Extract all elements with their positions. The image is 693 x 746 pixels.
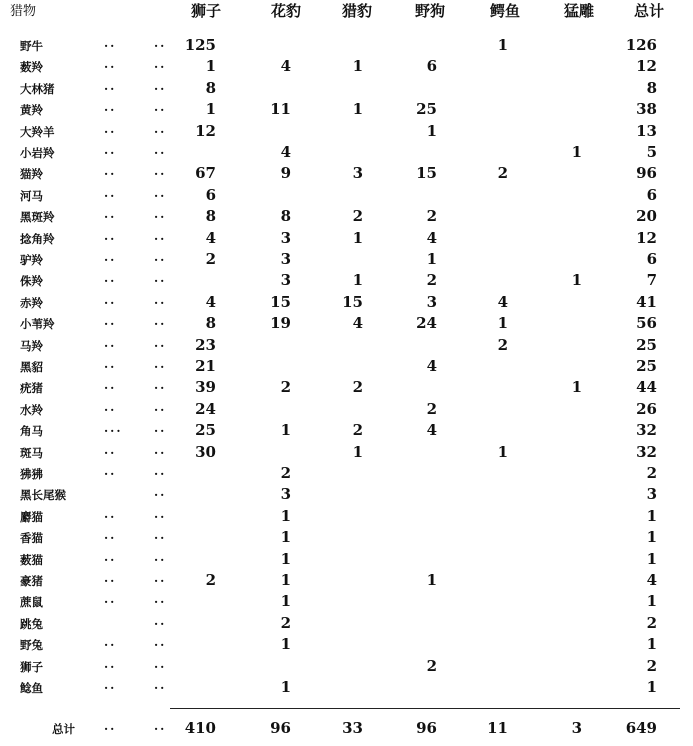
count-cell: 2 bbox=[352, 421, 363, 439]
count-cell: 8 bbox=[205, 314, 216, 332]
count-cell: 1 bbox=[205, 100, 216, 118]
count-cell: 2 bbox=[280, 614, 291, 632]
count-cell: 3 bbox=[571, 719, 582, 737]
count-cell: 410 bbox=[184, 719, 216, 737]
count-cell: 21 bbox=[195, 357, 216, 375]
prey-name: 疣猪 bbox=[20, 381, 43, 395]
prey-name: 总计 bbox=[52, 722, 75, 736]
count-cell: 25 bbox=[416, 100, 437, 118]
count-cell: 4 bbox=[497, 293, 508, 311]
header-lion: 狮子 bbox=[190, 2, 222, 20]
header-cheetah: 猎豹 bbox=[341, 2, 373, 20]
count-cell: 1 bbox=[646, 507, 657, 525]
prey-name: 野兔 bbox=[20, 638, 43, 652]
count-cell: 25 bbox=[195, 421, 216, 439]
count-cell: 1 bbox=[646, 550, 657, 568]
count-cell: 3 bbox=[426, 293, 437, 311]
count-cell: 15 bbox=[342, 293, 363, 311]
count-cell: 649 bbox=[625, 719, 657, 737]
header-total: 总计 bbox=[633, 2, 665, 20]
table-row bbox=[0, 571, 693, 591]
count-cell: 4 bbox=[205, 293, 216, 311]
leader-dots: .. bbox=[104, 719, 117, 733]
table-row bbox=[0, 271, 693, 291]
count-cell: 41 bbox=[636, 293, 657, 311]
leader-dots: .. bbox=[104, 678, 117, 692]
count-cell: 26 bbox=[636, 400, 657, 418]
leader-dots: .. bbox=[104, 122, 117, 136]
table-row bbox=[0, 357, 693, 377]
leader-dots: .. bbox=[104, 100, 117, 114]
table-row bbox=[0, 100, 693, 120]
table-row bbox=[0, 421, 693, 441]
count-cell: 1 bbox=[497, 314, 508, 332]
leader-dots: .. bbox=[154, 528, 167, 542]
leader-dots: .. bbox=[104, 592, 117, 606]
prey-name: 大林猪 bbox=[20, 82, 55, 96]
prey-name: 麝猫 bbox=[20, 510, 43, 524]
leader-dots: .. bbox=[104, 443, 117, 457]
header-eagle: 猛雕 bbox=[563, 2, 595, 20]
count-cell: 2 bbox=[352, 378, 363, 396]
leader-dots: .. bbox=[154, 186, 167, 200]
leader-dots: .. bbox=[154, 657, 167, 671]
leader-dots: ... bbox=[104, 421, 123, 435]
prey-name: 黄羚 bbox=[20, 103, 43, 117]
table-row bbox=[0, 464, 693, 484]
leader-dots: .. bbox=[104, 657, 117, 671]
count-cell: 38 bbox=[636, 100, 657, 118]
count-cell: 1 bbox=[571, 378, 582, 396]
table-row bbox=[0, 485, 693, 505]
count-cell: 1 bbox=[352, 271, 363, 289]
count-cell: 126 bbox=[625, 36, 657, 54]
count-cell: 1 bbox=[571, 271, 582, 289]
prey-name: 马羚 bbox=[20, 339, 43, 353]
count-cell: 1 bbox=[280, 592, 291, 610]
count-cell: 15 bbox=[270, 293, 291, 311]
count-cell: 19 bbox=[270, 314, 291, 332]
count-cell: 1 bbox=[280, 635, 291, 653]
count-cell: 3 bbox=[646, 485, 657, 503]
count-cell: 2 bbox=[426, 657, 437, 675]
count-cell: 6 bbox=[646, 250, 657, 268]
leader-dots: .. bbox=[154, 122, 167, 136]
prey-name: 角马 bbox=[20, 424, 43, 438]
leader-dots: .. bbox=[104, 57, 117, 71]
prey-name: 黑斑羚 bbox=[20, 210, 55, 224]
table-row bbox=[0, 207, 693, 227]
leader-dots: .. bbox=[104, 507, 117, 521]
count-cell: 2 bbox=[280, 464, 291, 482]
count-cell: 125 bbox=[184, 36, 216, 54]
count-cell: 12 bbox=[195, 122, 216, 140]
count-cell: 96 bbox=[636, 164, 657, 182]
leader-dots: .. bbox=[154, 378, 167, 392]
leader-dots: .. bbox=[154, 250, 167, 264]
total-divider bbox=[170, 708, 680, 709]
count-cell: 4 bbox=[352, 314, 363, 332]
count-cell: 4 bbox=[646, 571, 657, 589]
prey-name: 小苇羚 bbox=[20, 317, 55, 331]
prey-name: 河马 bbox=[20, 189, 43, 203]
leader-dots: .. bbox=[154, 100, 167, 114]
leader-dots: .. bbox=[154, 592, 167, 606]
leader-dots: .. bbox=[104, 336, 117, 350]
count-cell: 15 bbox=[416, 164, 437, 182]
leader-dots: .. bbox=[154, 293, 167, 307]
leader-dots: .. bbox=[154, 229, 167, 243]
leader-dots: .. bbox=[104, 464, 117, 478]
count-cell: 24 bbox=[416, 314, 437, 332]
count-cell: 1 bbox=[646, 528, 657, 546]
table-row bbox=[0, 293, 693, 313]
table-row bbox=[0, 336, 693, 356]
leader-dots: .. bbox=[154, 485, 167, 499]
prey-name: 狮子 bbox=[20, 660, 43, 674]
count-cell: 33 bbox=[342, 719, 363, 737]
leader-dots: .. bbox=[154, 314, 167, 328]
leader-dots: .. bbox=[154, 207, 167, 221]
count-cell: 4 bbox=[205, 229, 216, 247]
count-cell: 1 bbox=[352, 443, 363, 461]
table-row bbox=[0, 443, 693, 463]
prey-name: 黑貂 bbox=[20, 360, 43, 374]
count-cell: 32 bbox=[636, 443, 657, 461]
prey-name: 猫羚 bbox=[20, 167, 43, 181]
leader-dots: .. bbox=[154, 143, 167, 157]
count-cell: 8 bbox=[205, 79, 216, 97]
leader-dots: .. bbox=[154, 164, 167, 178]
leader-dots: .. bbox=[104, 79, 117, 93]
count-cell: 96 bbox=[270, 719, 291, 737]
count-cell: 2 bbox=[497, 164, 508, 182]
count-cell: 1 bbox=[280, 421, 291, 439]
leader-dots: .. bbox=[104, 271, 117, 285]
count-cell: 30 bbox=[195, 443, 216, 461]
leader-dots: .. bbox=[104, 357, 117, 371]
count-cell: 13 bbox=[636, 122, 657, 140]
count-cell: 1 bbox=[426, 571, 437, 589]
count-cell: 1 bbox=[646, 635, 657, 653]
count-cell: 1 bbox=[280, 507, 291, 525]
count-cell: 8 bbox=[280, 207, 291, 225]
count-cell: 1 bbox=[352, 229, 363, 247]
table-row bbox=[0, 678, 693, 698]
prey-name: 黑长尾猴 bbox=[20, 488, 66, 502]
table-row bbox=[0, 507, 693, 527]
leader-dots: .. bbox=[154, 336, 167, 350]
count-cell: 11 bbox=[487, 719, 508, 737]
count-cell: 2 bbox=[426, 207, 437, 225]
prey-name: 蔗鼠 bbox=[20, 595, 43, 609]
count-cell: 1 bbox=[571, 143, 582, 161]
prey-name: 大羚羊 bbox=[20, 125, 55, 139]
leader-dots: .. bbox=[154, 357, 167, 371]
table-row bbox=[0, 614, 693, 634]
count-cell: 44 bbox=[636, 378, 657, 396]
prey-name: 小岩羚 bbox=[20, 146, 55, 160]
prey-name: 野牛 bbox=[20, 39, 43, 53]
leader-dots: .. bbox=[104, 143, 117, 157]
count-cell: 39 bbox=[195, 378, 216, 396]
count-cell: 56 bbox=[636, 314, 657, 332]
count-cell: 25 bbox=[636, 357, 657, 375]
leader-dots: .. bbox=[104, 635, 117, 649]
count-cell: 67 bbox=[195, 164, 216, 182]
table-row bbox=[0, 550, 693, 570]
leader-dots: .. bbox=[104, 378, 117, 392]
count-cell: 2 bbox=[205, 571, 216, 589]
count-cell: 2 bbox=[497, 336, 508, 354]
count-cell: 1 bbox=[426, 122, 437, 140]
leader-dots: .. bbox=[154, 571, 167, 585]
leader-dots: .. bbox=[154, 421, 167, 435]
table-row bbox=[0, 164, 693, 184]
count-cell: 8 bbox=[205, 207, 216, 225]
leader-dots: .. bbox=[104, 400, 117, 414]
count-cell: 1 bbox=[646, 678, 657, 696]
count-cell: 8 bbox=[646, 79, 657, 97]
table-row bbox=[0, 250, 693, 270]
count-cell: 1 bbox=[280, 528, 291, 546]
count-cell: 24 bbox=[195, 400, 216, 418]
count-cell: 7 bbox=[646, 271, 657, 289]
leader-dots: .. bbox=[154, 614, 167, 628]
count-cell: 1 bbox=[497, 36, 508, 54]
prey-name: 香猫 bbox=[20, 531, 43, 545]
table-row bbox=[0, 143, 693, 163]
count-cell: 6 bbox=[205, 186, 216, 204]
prey-name: 斑马 bbox=[20, 446, 43, 460]
header-prey: 猎物 bbox=[10, 4, 37, 19]
prey-name: 驴羚 bbox=[20, 253, 43, 267]
prey-name: 水羚 bbox=[20, 403, 43, 417]
leader-dots: .. bbox=[154, 443, 167, 457]
count-cell: 23 bbox=[195, 336, 216, 354]
leader-dots: .. bbox=[154, 507, 167, 521]
count-cell: 2 bbox=[352, 207, 363, 225]
count-cell: 3 bbox=[280, 250, 291, 268]
count-cell: 9 bbox=[280, 164, 291, 182]
count-cell: 1 bbox=[497, 443, 508, 461]
header-leopard: 花豹 bbox=[270, 2, 302, 20]
leader-dots: .. bbox=[154, 635, 167, 649]
count-cell: 12 bbox=[636, 57, 657, 75]
count-cell: 2 bbox=[426, 271, 437, 289]
table-row bbox=[0, 378, 693, 398]
leader-dots: .. bbox=[154, 550, 167, 564]
count-cell: 11 bbox=[270, 100, 291, 118]
leader-dots: .. bbox=[154, 400, 167, 414]
leader-dots: .. bbox=[154, 464, 167, 478]
prey-name: 捻角羚 bbox=[20, 232, 55, 246]
count-cell: 1 bbox=[352, 57, 363, 75]
count-cell: 5 bbox=[646, 143, 657, 161]
leader-dots: .. bbox=[104, 186, 117, 200]
count-cell: 2 bbox=[646, 657, 657, 675]
table-row bbox=[0, 36, 693, 56]
count-cell: 1 bbox=[280, 550, 291, 568]
count-cell: 1 bbox=[280, 678, 291, 696]
count-cell: 2 bbox=[280, 378, 291, 396]
count-cell: 1 bbox=[280, 571, 291, 589]
count-cell: 1 bbox=[352, 100, 363, 118]
count-cell: 1 bbox=[426, 250, 437, 268]
leader-dots: .. bbox=[104, 36, 117, 50]
leader-dots: .. bbox=[104, 164, 117, 178]
count-cell: 3 bbox=[352, 164, 363, 182]
table-row bbox=[0, 122, 693, 142]
table-row bbox=[0, 229, 693, 249]
count-cell: 6 bbox=[426, 57, 437, 75]
table-row bbox=[0, 528, 693, 548]
prey-name: 跳兔 bbox=[20, 617, 43, 631]
table-row bbox=[0, 657, 693, 677]
count-cell: 4 bbox=[280, 143, 291, 161]
leader-dots: .. bbox=[104, 571, 117, 585]
count-cell: 4 bbox=[426, 357, 437, 375]
count-cell: 25 bbox=[636, 336, 657, 354]
leader-dots: .. bbox=[104, 293, 117, 307]
prey-name: 鲶鱼 bbox=[20, 681, 43, 695]
table-row bbox=[0, 400, 693, 420]
count-cell: 2 bbox=[205, 250, 216, 268]
total-row-cells bbox=[0, 719, 693, 739]
count-cell: 4 bbox=[426, 421, 437, 439]
count-cell: 3 bbox=[280, 271, 291, 289]
leader-dots: .. bbox=[104, 550, 117, 564]
count-cell: 20 bbox=[636, 207, 657, 225]
prey-name: 豪猪 bbox=[20, 574, 43, 588]
table-row bbox=[0, 57, 693, 77]
count-cell: 3 bbox=[280, 229, 291, 247]
count-cell: 4 bbox=[280, 57, 291, 75]
leader-dots: .. bbox=[104, 314, 117, 328]
count-cell: 4 bbox=[426, 229, 437, 247]
count-cell: 1 bbox=[205, 57, 216, 75]
table-row bbox=[0, 186, 693, 206]
count-cell: 6 bbox=[646, 186, 657, 204]
table-row bbox=[0, 592, 693, 612]
leader-dots: .. bbox=[154, 678, 167, 692]
prey-name: 薮羚 bbox=[20, 60, 43, 74]
count-cell: 12 bbox=[636, 229, 657, 247]
header-wild-dog: 野狗 bbox=[414, 2, 446, 20]
count-cell: 32 bbox=[636, 421, 657, 439]
count-cell: 2 bbox=[426, 400, 437, 418]
table-row bbox=[0, 635, 693, 655]
leader-dots: .. bbox=[104, 250, 117, 264]
prey-name: 赤羚 bbox=[20, 296, 43, 310]
count-cell: 3 bbox=[280, 485, 291, 503]
leader-dots: .. bbox=[154, 79, 167, 93]
prey-name: 侏羚 bbox=[20, 274, 43, 288]
prey-name: 狒狒 bbox=[20, 467, 43, 481]
leader-dots: .. bbox=[104, 207, 117, 221]
leader-dots: .. bbox=[154, 36, 167, 50]
count-cell: 1 bbox=[646, 592, 657, 610]
count-cell: 2 bbox=[646, 464, 657, 482]
count-cell: 2 bbox=[646, 614, 657, 632]
leader-dots: .. bbox=[154, 271, 167, 285]
leader-dots: .. bbox=[154, 719, 167, 733]
table-row bbox=[0, 314, 693, 334]
leader-dots: .. bbox=[104, 229, 117, 243]
leader-dots: .. bbox=[104, 528, 117, 542]
header-crocodile: 鳄鱼 bbox=[489, 2, 521, 20]
leader-dots: .. bbox=[154, 57, 167, 71]
table-row bbox=[0, 79, 693, 99]
prey-name: 薮猫 bbox=[20, 553, 43, 567]
count-cell: 96 bbox=[416, 719, 437, 737]
